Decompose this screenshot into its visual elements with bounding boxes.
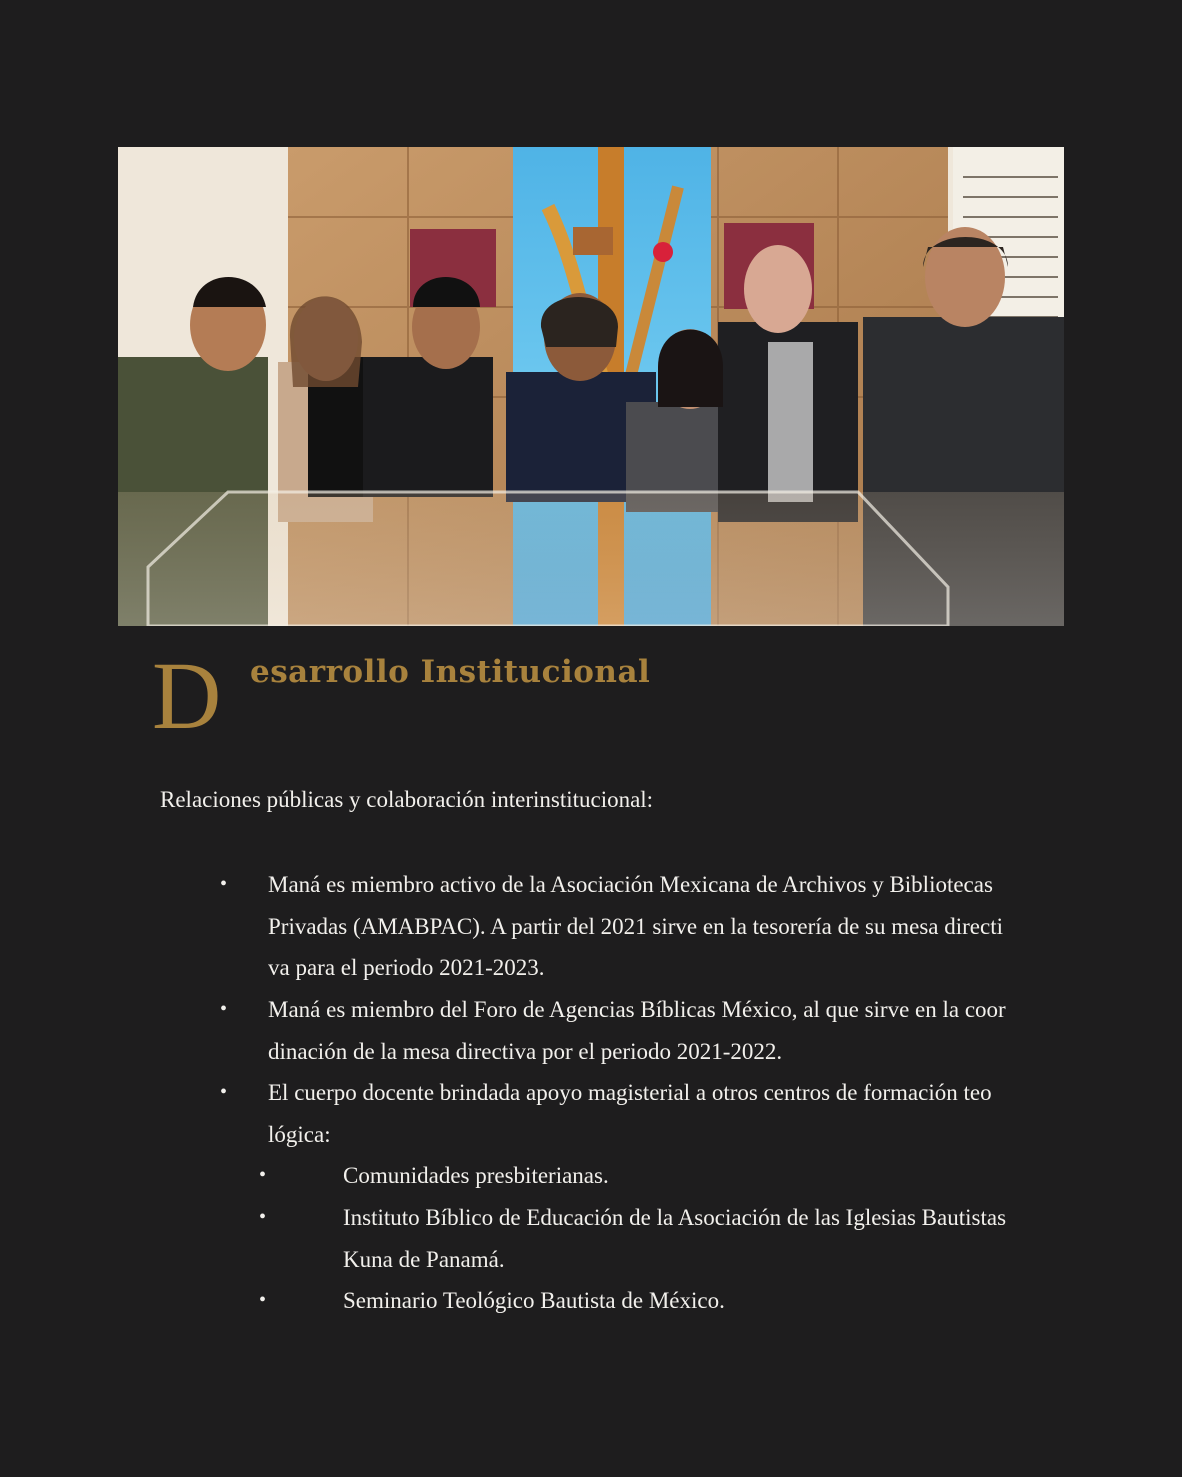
bullet-icon: • <box>220 873 228 895</box>
bullet-icon: • <box>220 1081 228 1103</box>
list-item-line: Maná es miembro activo de la Asociación Mexicana de Archivos y Bibliotecas <box>268 872 993 897</box>
list-item-line: dinación de la mesa directiva por el periodo 2021-2022. <box>268 1038 783 1064</box>
sub-list-item-line: Instituto Bíblico de Educación de la Asociación de las Iglesias Bautistas <box>343 1205 1007 1230</box>
bullet-icon: • <box>259 1206 267 1228</box>
section-heading <box>152 642 852 749</box>
sub-list-item-line: Kuna de Panamá. <box>343 1246 505 1272</box>
bullet-icon: • <box>259 1289 267 1311</box>
heading-title: esarrollo Institucional <box>250 654 651 690</box>
bullet-icon: • <box>259 1164 267 1186</box>
sub-list-item-line: Comunidades presbiterianas. <box>343 1163 609 1188</box>
list-item <box>220 989 1068 1072</box>
list-item-line: va para el periodo 2021-2023. <box>268 955 545 981</box>
list-item-line: lógica: <box>268 1121 331 1147</box>
bullet-icon: • <box>220 998 228 1020</box>
sub-list-item <box>259 1155 1083 1197</box>
sub-list-item <box>259 1280 1083 1322</box>
list-item <box>220 1072 1068 1155</box>
list-item-line: Maná es miembro del Foro de Agencias Bíblicas México, al que sirve en la coor <box>268 997 1006 1022</box>
sub-list-item-line: Seminario Teológico Bautista de México. <box>343 1288 725 1313</box>
group-photo <box>118 147 1064 626</box>
sub-list-item <box>259 1197 1083 1280</box>
list-item-line: El cuerpo docente brindada apoyo magisterial a otros centros de formación teo <box>268 1080 992 1105</box>
list-item <box>220 864 1068 989</box>
intro-text: Relaciones públicas y colaboración interinstitucional: <box>160 787 654 812</box>
heading-drop-cap: D <box>152 642 222 749</box>
list-item-line: Privadas (AMABPAC). A partir del 2021 sirve en la tesorería de su mesa directi <box>268 913 1004 939</box>
